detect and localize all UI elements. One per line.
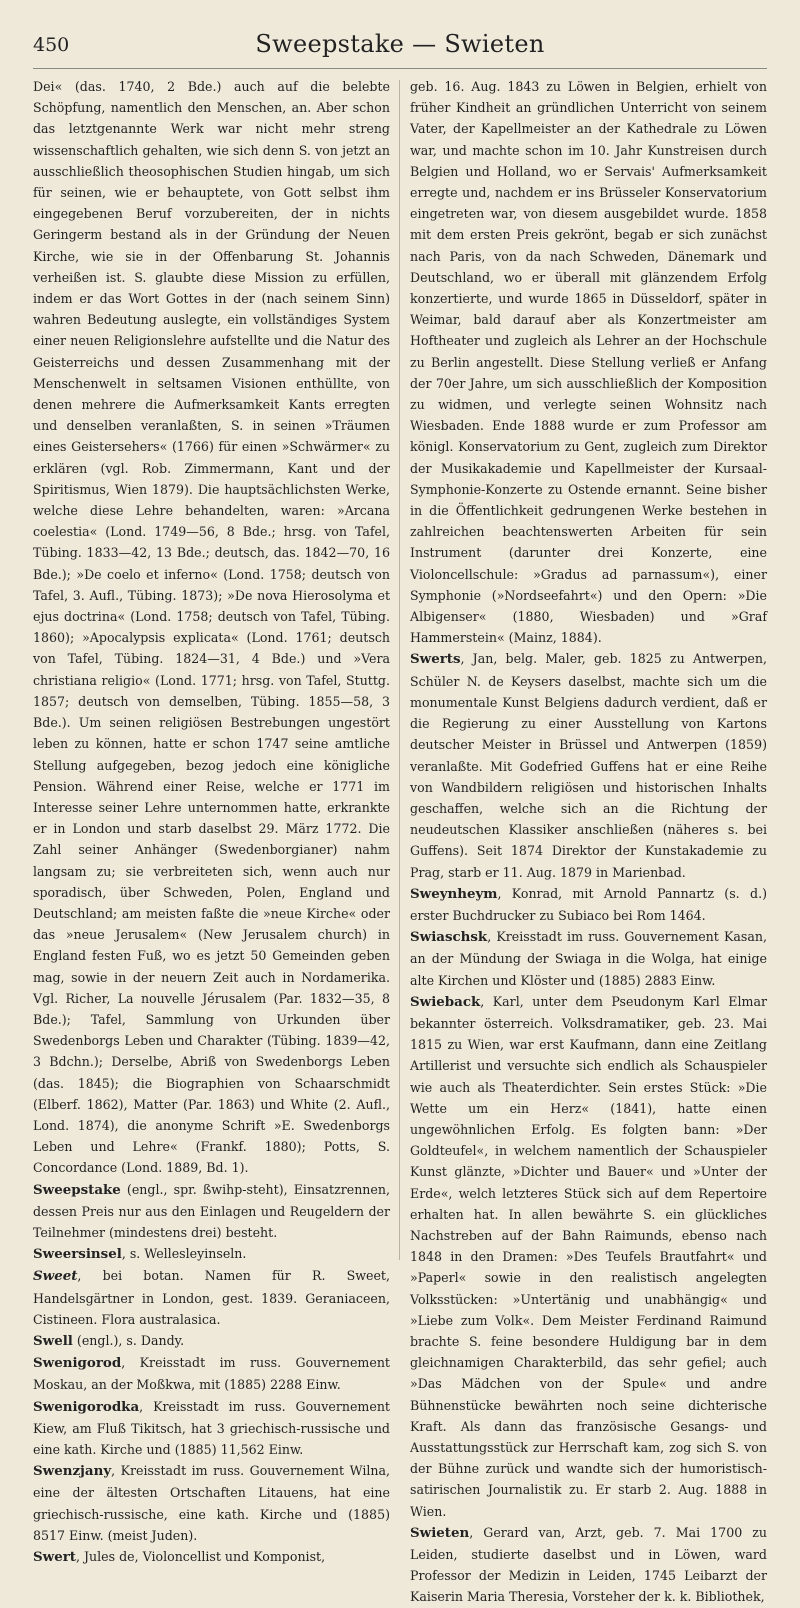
entry-paragraph: [410, 991, 767, 1522]
entry-paragraph: [33, 1546, 390, 1568]
entry-text: , Kreisstadt im russ. Gouvernement Kiew, am Fluß Tikitsch, hat 3 griechisch-russische und eine kath. Kirche und (1885) 11,562 Einw.: [33, 1398, 390, 1457]
entry-text: , s. Wellesleyinseln.: [121, 1246, 247, 1262]
entry-paragraph: [33, 1265, 390, 1330]
entry-paragraph: [410, 648, 767, 882]
entry-paragraph: [410, 926, 767, 991]
page-number: 450: [33, 34, 70, 56]
entry-paragraph: [33, 1179, 390, 1244]
entry-text: , Kreisstadt im russ. Gouvernement Moskau, an der Moßkwa, mit (1885) 2288 Einw.: [33, 1355, 390, 1393]
entry-text: , Jan, belg. Maler, geb. 1825 zu Antwerpen, Schüler N. de Keysers daselbst, machte sich um die monumentale Kunst Belgiens dadurch verdient, daß er die Regierung zu einer Ausstellung von Kartons deutscher Meister in Brüssel und Antwerpen (1859) veranlaßte. Mit Godefried Guffens hat er eine Reihe von Wandbildern religiösen und historischen Inhalts geschaffen, welche sich an die Richtung der neudeutschen Klassiker anschließen (näheres s. bei Guffens). Seit 1874 Direktor der Kunstakademie zu Prag, starb er 11. Aug. 1879 in Marienbad.: [410, 651, 767, 880]
entry-headword: Swell: [33, 1332, 73, 1349]
entry-headword: Swenigorodka: [33, 1398, 140, 1415]
entry-text: Dei« (das. 1740, 2 Bde.) auch auf die belebte Schöpfung, namentlich den Menschen, an. Aber schon das letztgenannte Werk war nicht mehr streng wissenschaftlich gehalten, wie sich denn S. von jetzt an ausschließlich theosophischen Studien hingab, um sich für seinen, wie er behauptete, von Gott selbst ihm eingegebenen Beruf vorzubereiten, der in nichts Geringerm bestand als in der Gründung der Neuen Kirche, wie sie in der Offenbarung St. Johannis verheißen ist. S. glaubte diese Mission zu erfüllen, indem er das Wort Gottes in der (nach seinem Sinn) wahren Bedeutung auslegte, ein vollständiges System einer neuen Religionslehre aufstellte und die Natur des Geisterreichs und dessen Zusammenhang mit der Menschenwelt in seltsamen Visionen enthüllte, von denen mehrere die Aufmerksamkeit Kants erregten und denselben veranlaßten, S. in seinen »Träumen eines Geistersehers« (1766) für einen »Schwärmer« zu erklären (vgl. Rob. Zimmermann, Kant und der Spiritismus, Wien 1879). Die hauptsächlichsten Werke, welche diese Lehre behandelten, waren: »Arcana coelestia« (Lond. 1749—56, 8 Bde.; hrsg. von Tafel, Tübing. 1833—42, 13 Bde.; deutsch, das. 1842—70, 16 Bde.); »De coelo et inferno« (Lond. 1758; deutsch von Tafel, 3. Aufl., Tübing. 1873); »De nova Hierosolyma et ejus doctrina« (Lond. 1758; deutsch von Tafel, Tübing. 1860); »Apocalypsis explicata« (Lond. 1761; deutsch von Tafel, Tübing. 1824—31, 4 Bde.) und »Vera christiana religio« (Lond. 1771; hrsg. von Tafel, Stuttg. 1857; deutsch von demselben, Tübing. 1855—58, 3 Bde.). Um seinen religiösen Bestrebungen ungestört leben zu können, hatte er schon 1747 seine amtliche Stellung aufgegeben, bezog jedoch eine königliche Pension. Während einer Reise, welche er 1771 im Interesse seiner Lehre unternommen hatte, erkrankte er in London und starb daselbst 29. März 1772. Die Zahl seiner Anhänger (Swedenborgianer) nahm langsam zu; sie verbreiteten sich, wenn auch nur sporadisch, über Schweden, Polen, England und Deutschland; am meisten faßte die »neue Kirche« oder das »neue Jerusalem« (New Jerusalem church) in England festen Fuß, wo es jetzt 50 Gemeinden geben mag, sowie in der neuern Zeit auch in Nordamerika. Vgl. Richer, La nouvelle Jérusalem (Par. 1832—35, 8 Bde.); Tafel, Sammlung von Urkunden über Swedenborgs Leben und Charakter (Tübing. 1839—42, 3 Bdchn.); Derselbe, Abriß von Swedenborgs Leben (das. 1845); die Biographien von Schaarschmidt (Elberf. 1862), Matter (Par. 1863) und White (2. Aufl., Lond. 1874), die anonyme Schrift »E. Swedenborgs Leben und Lehre« (Frankf. 1880); Potts, S. Concordance (Lond. 1889, Bd. 1).: [33, 79, 390, 1176]
entry-text: , Kreisstadt im russ. Gouvernement Kasan, an der Mündung der Swiaga in die Wolga, hat einige alte Kirchen und Klöster und (1885) 2883 Einw.: [410, 929, 767, 988]
entry-paragraph: [33, 76, 390, 1179]
entry-text: , bei botan. Namen für R. Sweet, Handelsgärtner in London, gest. 1839. Geraniaceen, Cistineen. Flora australasica.: [33, 1268, 390, 1327]
entry-headword: Swert: [33, 1549, 76, 1566]
entry-paragraph: [410, 883, 767, 926]
entry-headword: Swenigorod: [33, 1355, 122, 1372]
column-divider: [399, 80, 400, 1260]
entry-paragraph: [33, 1243, 390, 1265]
entry-paragraph: [410, 76, 767, 648]
entry-headword: Swiaschsk: [410, 929, 488, 946]
header-rule: [33, 68, 767, 69]
entry-paragraph: [33, 1396, 390, 1461]
entry-text: (engl.), s. Dandy.: [72, 1332, 185, 1348]
entry-headword: Swenzjany: [33, 1463, 112, 1480]
entry-paragraph: [33, 1330, 390, 1352]
entry-text: , Jules de, Violoncellist und Komponist,: [75, 1549, 326, 1565]
entry-headword: Sweepstake: [33, 1181, 121, 1198]
entry-headword: Swerts: [410, 651, 461, 668]
entry-headword: Sweynheym: [410, 885, 498, 902]
entry-text: (engl., spr. ßwihp-steht), Einsatzrennen, dessen Preis nur aus den Einlagen und Reugeldern der Teilnehmer (mindestens drei) besteht.: [33, 1181, 390, 1240]
entry-text: , Kreisstadt im russ. Gouvernement Wilna, eine der ältesten Ortschaften Litauens, hat eine griechisch-russische, eine kath. Kirche und (1885) 8517 Einw. (meist Juden).: [33, 1463, 390, 1543]
running-head: Sweepstake — Swieten: [255, 30, 545, 58]
right-column: [410, 76, 767, 1605]
entry-headword: Sweersinsel: [33, 1246, 122, 1263]
entry-paragraph: [33, 1460, 390, 1546]
entry-headword: Swieback: [410, 993, 481, 1010]
entry-text: , Karl, unter dem Pseudonym Karl Elmar bekannter österreich. Volksdramatiker, geb. 23. Mai 1815 zu Wien, war erst Kaufmann, dann eine Zeitlang Artillerist und versuchte sich endlich als Schauspieler wie auch als Theaterdichter. Sein erstes Stück: »Die Wette um ein Herz« (1841), hatte einen ungewöhnlichen Erfolg. Es folgten bann: »Der Goldteufel«, in welchem namentlich der Schauspieler Kunst glänzte, »Dichter und Bauer« und »Unter der Erde«, welch letzteres Stück sich auf dem Repertoire erhalten hat. In allen bewährte S. ein glückliches Nachstreben auf der Bahn Raimunds, ebenso nach 1848 in den Dramen: »Des Teufels Brautfahrt« und »Paperl« sowie in den realistisch angelegten Volksstücken: »Untertänig und unabhängig« und »Liebe zum Volk«. Dem Meister Ferdinand Raimund brachte S. feine besondere Huldigung bar in dem gleichnamigen Charakterbild, das sehr gefiel; auch »Das Mädchen von der Spule« und andre Bühnenstücke bewährten noch seine dichterische Kraft. Als dann das französische Gesangs- und Ausstattungsstück zur Herrschaft kam, zog sich S. von der Bühne zurück und wandte sich der humoristisch-satirischen Journalistik zu. Er starb 2. Aug. 1888 in Wien.: [410, 993, 767, 1519]
entry-text: , Gerard van, Arzt, geb. 7. Mai 1700 zu Leiden, studierte daselbst und in Löwen, ward Professor der Medizin in Leiden, 1745 Leibarzt der Kaiserin Maria Theresia, Vorsteher der k. k. Bibliothek,: [410, 1524, 767, 1605]
entry-headword: Swieten: [410, 1524, 470, 1541]
entry-headword: Sweet: [33, 1268, 78, 1285]
entry-paragraph: [410, 1522, 767, 1608]
page-header: [33, 30, 767, 64]
entry-paragraph: [33, 1352, 390, 1395]
entry-text: geb. 16. Aug. 1843 zu Löwen in Belgien, erhielt von früher Kindheit an gründlichen Unterricht von seinem Vater, der Kapellmeister an der Kathedrale zu Löwen war, und machte schon im 10. Jahr Kunstreisen durch Belgien und Holland, wo er Servais' Aufmerksamkeit erregte und, nachdem er ins Brüsseler Konservatorium eingetreten war, von diesem ausgebildet wurde. 1858 mit dem ersten Preis gekrönt, begab er sich zunächst nach Paris, von da nach Schweden, Dänemark und Deutschland, wo er überall mit glänzendem Erfolg konzertierte, und wurde 1865 in Düsseldorf, später in Weimar, bald darauf aber als Konzertmeister am Hoftheater und zugleich als Lehrer an der Hochschule zu Berlin angestellt. Diese Stellung verließ er Anfang der 70er Jahre, um sich ausschließlich der Komposition zu widmen, und verlegte seinen Wohnsitz nach Wiesbaden. Ende 1888 wurde er zum Professor am königl. Konservatorium zu Gent, zugleich zum Direktor der Musikakademie und Kapellmeister der Kursaal-Symphonie-Konzerte zu Ostende ernannt. Seine bisher in die Öffentlichkeit gedrungenen Werke bestehen in zahlreichen beachtenswerten Arbeiten für sein Instrument (darunter drei Konzerte, eine Violoncellschule: »Gradus ad parnassum«), einer Symphonie (»Nordseefahrt«) und den Opern: »Die Albigenser« (1880, Wiesbaden) und »Graf Hammerstein« (Mainz, 1884).: [410, 79, 767, 646]
left-column: [33, 76, 390, 1566]
entry-text: , Konrad, mit Arnold Pannartz (s. d.) erster Buchdrucker zu Subiaco bei Rom 1464.: [410, 885, 767, 923]
